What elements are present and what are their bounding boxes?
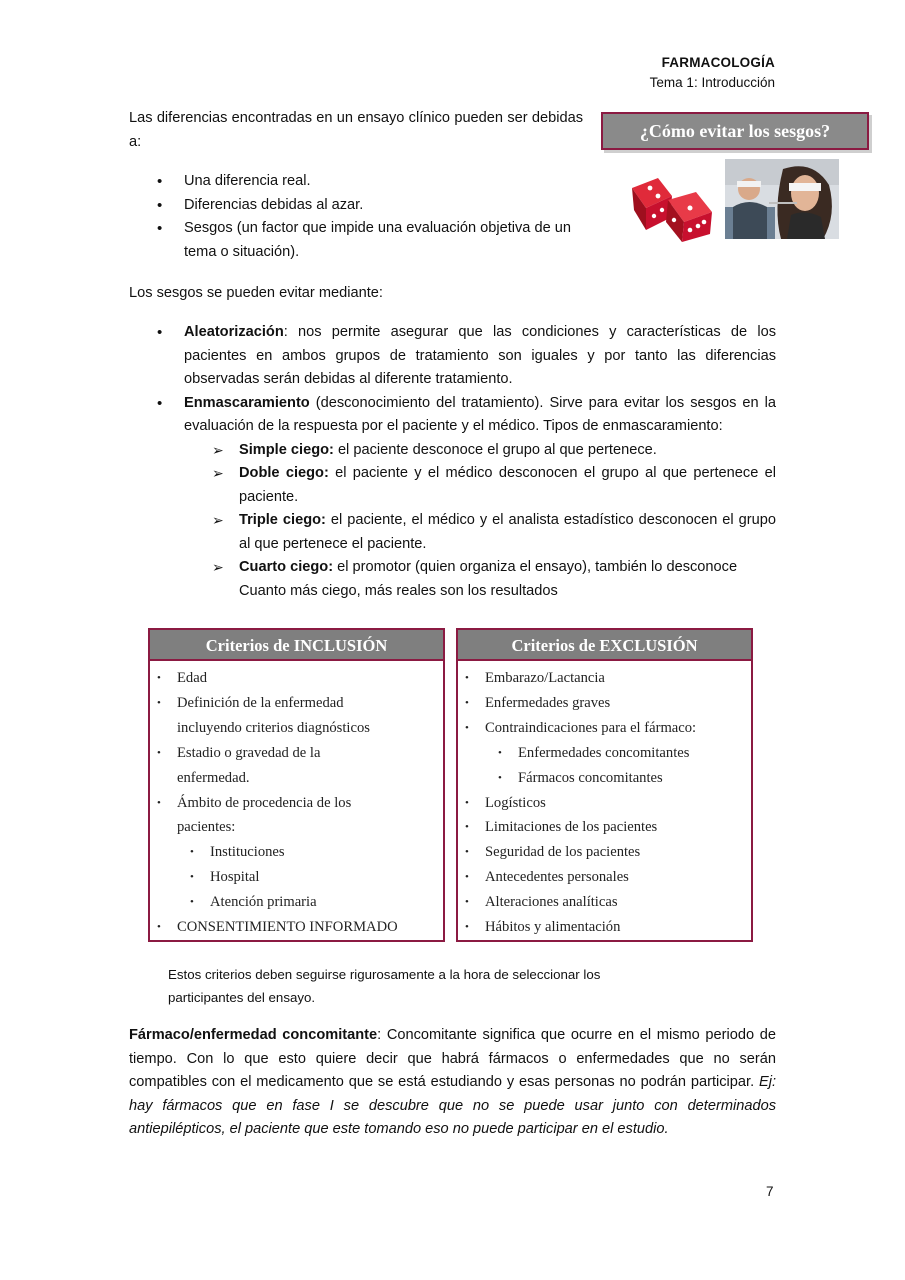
term: Simple ciego: bbox=[239, 441, 334, 458]
term: Enmascaramiento bbox=[184, 394, 310, 411]
list-item: • Hábitos y alimentación bbox=[458, 915, 751, 940]
example-text: Ej: hay fármacos que en fase I se descubre que no se puede usar junto con determinados antiepilépticos, el paciente que este tomando eso no puede participar en el estudio. bbox=[129, 1074, 776, 1137]
dice-image bbox=[628, 168, 718, 244]
term: Aleatorización bbox=[184, 324, 284, 340]
header-topic: Tema 1: Introducción bbox=[649, 75, 775, 90]
list-item: • Contraindicaciones para el fármaco: bbox=[458, 716, 751, 741]
list-subitem: • Instituciones bbox=[150, 840, 443, 865]
definition: el paciente y el médico desconocen el grupo al que pertenece el paciente. bbox=[239, 465, 776, 505]
list-item: • CONSENTIMIENTO INFORMADO bbox=[150, 915, 443, 940]
inclusion-list bbox=[150, 661, 443, 940]
list-subitem: • Hospital bbox=[150, 865, 443, 890]
list-item: • Estadio o gravedad de la bbox=[150, 741, 443, 766]
list-item: • Limitaciones de los pacientes bbox=[458, 815, 751, 840]
bias-methods-list bbox=[129, 321, 776, 603]
page-number: 7 bbox=[766, 1184, 774, 1199]
list-item bbox=[184, 462, 776, 509]
list-item bbox=[184, 509, 776, 556]
definition: el paciente, el médico y el analista estadístico desconocen el grupo al que pertenece el paciente. bbox=[239, 512, 776, 552]
list-item: • Antecedentes personales bbox=[458, 865, 751, 890]
exclusion-criteria-box bbox=[456, 628, 753, 942]
list-item: • Embarazo/Lactancia bbox=[458, 666, 751, 691]
definition: el promotor (quien organiza el ensayo), también lo desconoce bbox=[333, 559, 738, 575]
term: Cuarto ciego: bbox=[239, 559, 334, 575]
list-item bbox=[184, 556, 776, 603]
inclusion-title: Criterios de INCLUSIÓN bbox=[150, 630, 443, 661]
criteria-caption: Estos criterios deben seguirse rigurosamente a la hora de seleccionar los participantes del ensayo. bbox=[168, 967, 601, 1005]
exclusion-title: Criterios de EXCLUSIÓN bbox=[458, 630, 751, 661]
definition: : Concomitante significa que ocurre en el mismo periodo de tiempo. Con lo que esto quiere decir que habrá fármacos o enfermedades que no serán compatibles con el medicamento que se está estudiando y esas personas no podrán participar. bbox=[129, 1027, 776, 1090]
list-item: • Alteraciones analíticas bbox=[458, 890, 751, 915]
list-subitem: • Fármacos concomitantes bbox=[458, 766, 751, 791]
list-item: • Ámbito de procedencia de los bbox=[150, 791, 443, 816]
definition: (desconocimiento del tratamiento). Sirve para evitar los sesgos en la evaluación de la respuesta por el paciente y el médico. Tipos de enmascaramiento: bbox=[184, 394, 776, 434]
list-item: • Diferencias debidas al azar. bbox=[129, 194, 583, 218]
list-item: • Sesgos (un factor que impide una evaluación objetiva de un tema o situación). bbox=[129, 217, 583, 264]
definition: : nos permite asegurar que las condiciones y características de los pacientes en ambos grupos de tratamiento son iguales y por tanto las diferencias observadas serán debidas al diferente tratamiento. bbox=[184, 324, 776, 387]
exclusion-list bbox=[458, 661, 751, 940]
masking-types-list bbox=[184, 439, 776, 604]
list-item: • Definición de la enfermedad bbox=[150, 691, 443, 716]
differences-list bbox=[129, 170, 583, 264]
inclusion-criteria-box bbox=[148, 628, 445, 942]
term: Doble ciego: bbox=[239, 465, 329, 481]
masking-conclusion: Cuanto más ciego, más reales son los resultados bbox=[239, 582, 558, 599]
term: Fármaco/enfermedad concomitante bbox=[129, 1027, 378, 1043]
header-subject: FARMACOLOGÍA bbox=[661, 55, 775, 70]
list-subitem: • Atención primaria bbox=[150, 890, 443, 915]
list-item bbox=[184, 439, 776, 463]
list-item-continuation: enfermedad. bbox=[177, 769, 250, 786]
masking-item bbox=[129, 392, 776, 604]
callout-banner: ¿Cómo evitar los sesgos? bbox=[601, 112, 869, 150]
concomitant-paragraph bbox=[129, 1024, 776, 1142]
list-item: • Logísticos bbox=[458, 791, 751, 816]
intro-paragraph: Las diferencias encontradas en un ensayo clínico pueden ser debidas a: bbox=[129, 110, 583, 150]
page-header bbox=[650, 53, 775, 93]
definition: el paciente desconoce el grupo al que pertenece. bbox=[333, 441, 657, 458]
randomization-item bbox=[129, 321, 776, 392]
list-item-continuation: pacientes: bbox=[177, 819, 236, 836]
list-item: • Seguridad de los pacientes bbox=[458, 840, 751, 865]
list-item-continuation: incluyendo criterios diagnósticos bbox=[177, 719, 370, 736]
term: Triple ciego: bbox=[239, 512, 326, 528]
list-item: • Enfermedades graves bbox=[458, 691, 751, 716]
list-item: • Una diferencia real. bbox=[129, 170, 583, 194]
avoid-intro: Los sesgos se pueden evitar mediante: bbox=[129, 285, 383, 301]
list-subitem: • Enfermedades concomitantes bbox=[458, 741, 751, 766]
blindfold-tasting-photo bbox=[725, 159, 839, 239]
list-item: • Edad bbox=[150, 666, 443, 691]
